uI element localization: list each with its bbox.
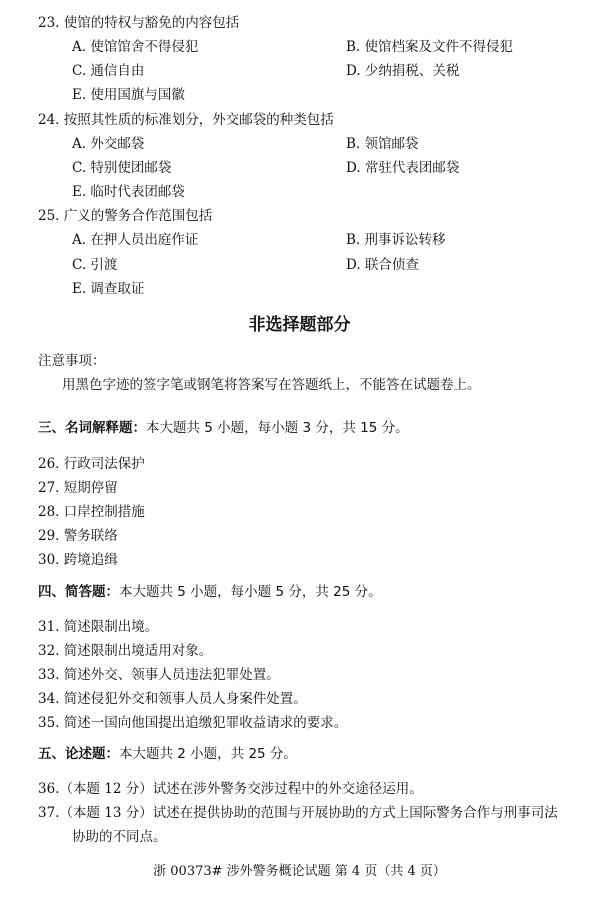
question-34: 34. 简述侵犯外交和领事人员人身案件处置。	[38, 691, 307, 707]
question-23-option-a: A. 使馆馆舍不得侵犯	[72, 39, 199, 55]
question-33: 33. 简述外交、领事人员违法犯罪处置。	[38, 667, 280, 683]
question-23-option-d: D. 少纳捐税、关税	[346, 63, 460, 79]
section-3-heading	[38, 419, 409, 437]
question-28: 28. 口岸控制措施	[38, 504, 145, 520]
question-24-option-e: E. 临时代表团邮袋	[72, 184, 185, 200]
section-3-desc: 本大题共 5 小题，每小题 3 分，共 15 分。	[146, 420, 409, 436]
question-24-option-d: D. 常驻代表团邮袋	[346, 160, 460, 176]
question-27: 27. 短期停留	[38, 480, 118, 496]
question-25-option-b: B. 刑事诉讼转移	[346, 232, 446, 248]
section-3-label: 三、名词解释题：	[38, 420, 146, 436]
question-30: 30. 跨境追缉	[38, 552, 118, 568]
section-4-heading	[38, 583, 382, 601]
question-25-option-d: D. 联合侦查	[346, 257, 419, 273]
notice-title: 注意事项：	[38, 353, 106, 369]
section-5-heading	[38, 745, 297, 763]
question-35: 35. 简述一国向他国提出追缴犯罪收益请求的要求。	[38, 715, 348, 731]
section-5-desc: 本大题共 2 小题，共 25 分。	[119, 746, 297, 762]
section-4-desc: 本大题共 5 小题，每小题 5 分，共 25 分。	[119, 584, 382, 600]
notice-body: 用黑色字迹的签字笔或钢笔将答案写在答题纸上，不能答在试题卷上。	[62, 377, 481, 393]
question-24-option-c: C. 特别使团邮袋	[72, 160, 172, 176]
section-5-label: 五、论述题：	[38, 746, 119, 762]
question-36: 36.（本题 12 分）试述在涉外警务交涉过程中的外交途径运用。	[38, 781, 423, 797]
question-29: 29. 警务联络	[38, 528, 118, 544]
question-23-option-b: B. 使馆档案及文件不得侵犯	[346, 39, 514, 55]
question-24-stem: 24. 按照其性质的标准划分，外交邮袋的种类包括	[38, 112, 334, 128]
question-23-option-e: E. 使用国旗与国徽	[72, 87, 185, 103]
question-31: 31. 简述限制出境。	[38, 619, 159, 635]
part-title: 非选择题部分	[248, 315, 351, 335]
question-23-option-c: C. 通信自由	[72, 63, 145, 79]
question-25-option-e: E. 调查取证	[72, 281, 145, 297]
page-footer: 浙 00373# 涉外警务概论试题 第 4 页（共 4 页）	[153, 864, 446, 879]
question-23-stem: 23. 使馆的特权与豁免的内容包括	[38, 15, 240, 31]
question-24-option-a: A. 外交邮袋	[72, 136, 145, 152]
question-32: 32. 简述限制出境适用对象。	[38, 643, 213, 659]
question-25-option-a: A. 在押人员出庭作证	[72, 232, 199, 248]
question-25-stem: 25. 广义的警务合作范围包括	[38, 208, 213, 224]
question-24-option-b: B. 领馆邮袋	[346, 136, 419, 152]
question-26: 26. 行政司法保护	[38, 456, 145, 472]
question-37: 37.（本题 13 分）试述在提供协助的范围与开展协助的方式上国际警务合作与刑事司法	[38, 805, 558, 821]
section-4-label: 四、简答题：	[38, 584, 119, 600]
question-25-option-c: C. 引渡	[72, 257, 118, 273]
question-37-continuation: 协助的不同点。	[72, 829, 167, 845]
